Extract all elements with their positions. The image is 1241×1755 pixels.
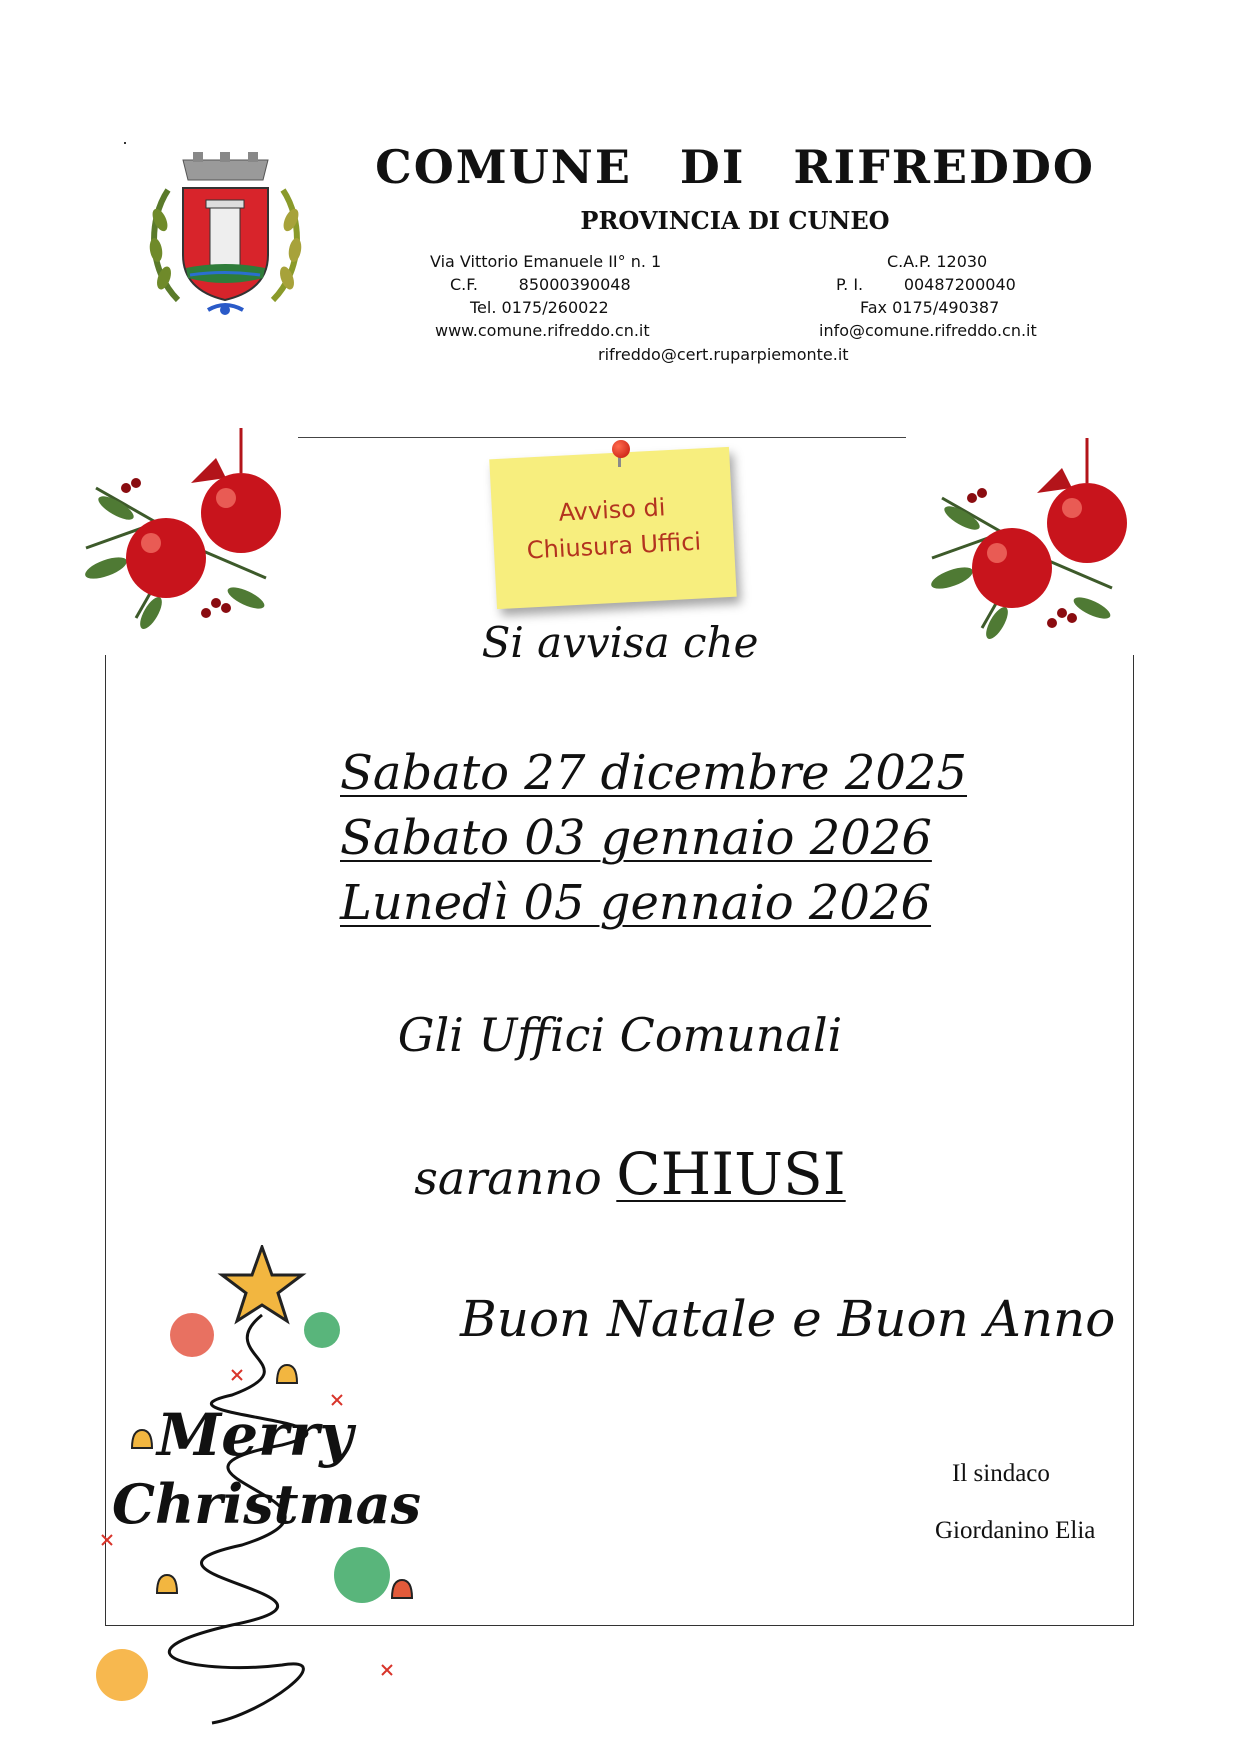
note-line-1: Avviso di <box>557 493 667 527</box>
note-line-2: Chiusura Uffici <box>526 527 702 565</box>
speck <box>124 142 126 144</box>
phone: Tel. 0175/260022 <box>470 298 609 317</box>
header-divider <box>298 437 906 438</box>
christmas-ornaments-icon <box>76 428 281 643</box>
pushpin-icon <box>612 440 630 458</box>
municipality-title: COMUNE DI RIFREDDO <box>375 140 1095 194</box>
signature-name: Giordanino Elia <box>935 1517 1096 1544</box>
holiday-greeting: Buon Natale e Buon Anno <box>460 1290 1116 1348</box>
website-link[interactable]: www.comune.rifreddo.cn.it <box>435 321 650 340</box>
merry-christmas-tree-icon <box>82 1245 442 1725</box>
closed-statement: saranno CHIUSI <box>414 1140 846 1208</box>
offices-text: Gli Uffici Comunali <box>397 1008 843 1062</box>
vat-number: P. I. 00487200040 <box>836 275 1016 294</box>
closure-date-3: Lunedì 05 gennaio 2026 <box>340 875 932 931</box>
intro-text: Si avvisa che <box>481 618 759 667</box>
pec-link[interactable]: rifreddo@cert.ruparpiemonte.it <box>598 345 849 364</box>
closure-date-1: Sabato 27 dicembre 2025 <box>340 745 967 801</box>
coat-of-arms-icon <box>138 150 313 335</box>
postal-code: C.A.P. 12030 <box>887 252 988 271</box>
christmas-ornaments-icon <box>922 438 1127 653</box>
email-link[interactable]: info@comune.rifreddo.cn.it <box>819 321 1037 340</box>
province-subtitle: PROVINCIA DI CUNEO <box>580 206 890 235</box>
closed-word: CHIUSI <box>616 1140 846 1208</box>
closure-date-2: Sabato 03 gennaio 2026 <box>340 810 932 866</box>
signature-role: Il sindaco <box>952 1460 1050 1487</box>
fiscal-code: C.F. 85000390048 <box>450 275 631 294</box>
tree-text-christmas: Christmas <box>112 1472 422 1536</box>
tree-text-merry: Merry <box>157 1401 353 1469</box>
closure-notice-sticky-note <box>489 447 737 609</box>
fax: Fax 0175/490387 <box>860 298 1000 317</box>
address: Via Vittorio Emanuele II° n. 1 <box>430 252 662 271</box>
